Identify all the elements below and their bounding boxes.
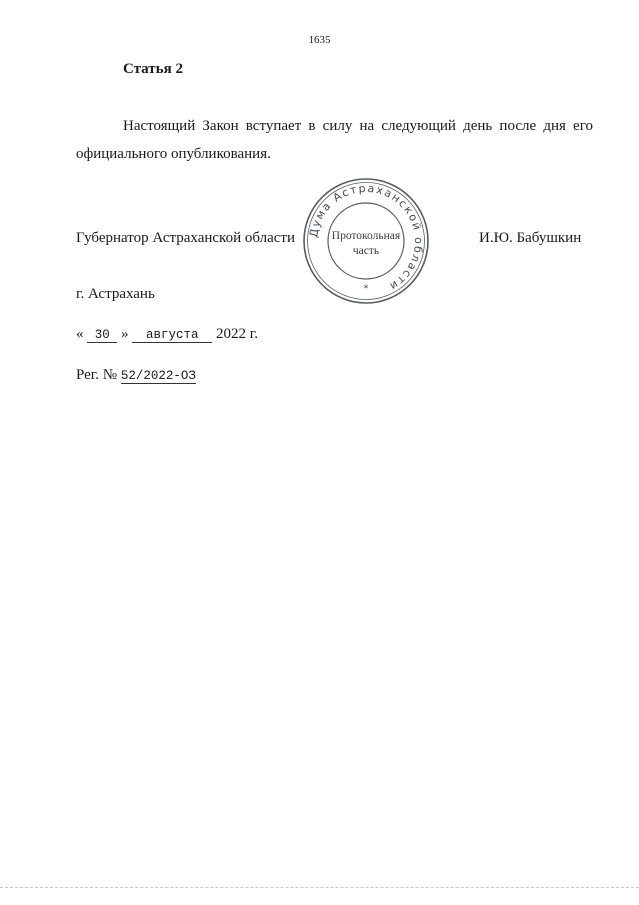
registration-label: Рег. №: [76, 367, 118, 383]
date-year: 2022 г.: [216, 326, 258, 342]
official-stamp: [301, 176, 431, 306]
date-month: августа: [132, 328, 212, 343]
article-heading: Статья 2: [123, 61, 183, 77]
city: г. Астрахань: [76, 286, 155, 302]
page-number: 1635: [308, 34, 331, 46]
page-bottom-rule: [0, 887, 639, 888]
governor-title: Губернатор Астраханской области: [76, 230, 296, 246]
date-day: 30: [87, 328, 117, 343]
date-close-quote: »: [121, 326, 129, 342]
stamp-ring-textpath: Дума Астраханской области: [306, 181, 426, 294]
registration-number-line: [76, 367, 196, 384]
stamp-center-line-1: Протокольная: [331, 230, 401, 242]
signing-date: [76, 326, 258, 343]
registration-number: 52/2022-ОЗ: [120, 369, 196, 383]
article-text: Настоящий Закон вступает в силу на следующий день после дня его официального опубликования.: [76, 118, 593, 162]
date-open-quote: «: [76, 326, 84, 342]
stamp-center-line-2: часть: [352, 245, 380, 257]
governor-name: И.Ю. Бабушкин: [479, 230, 582, 246]
stamp-star-icon: *: [363, 284, 369, 294]
